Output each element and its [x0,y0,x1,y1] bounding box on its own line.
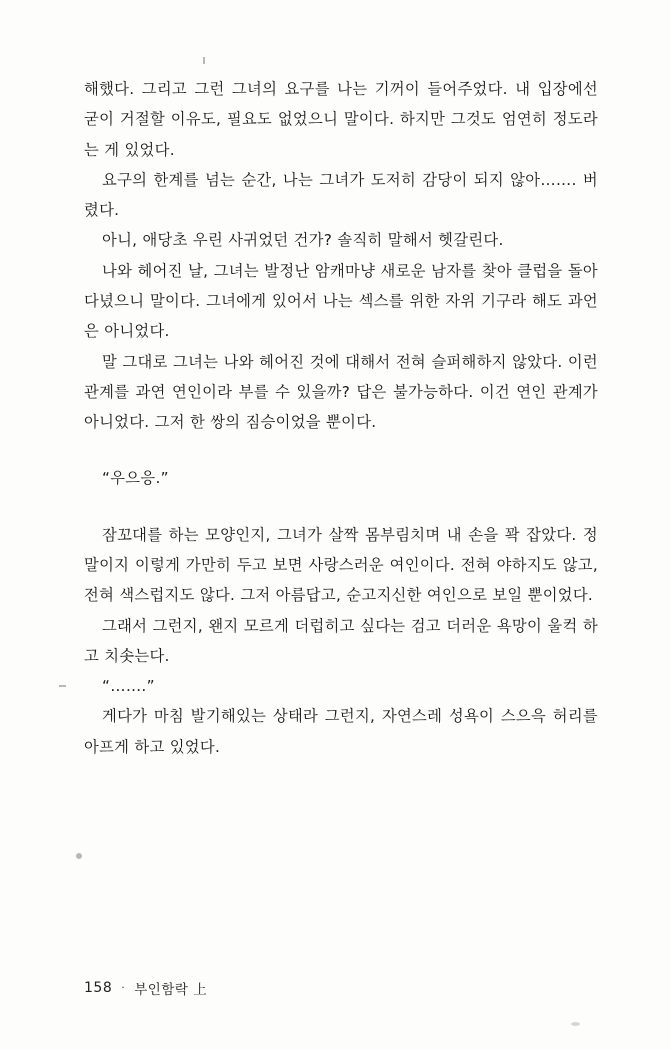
page-text-body [84,74,598,762]
footer-separator: · [121,980,126,994]
paragraph: 요구의 한계를 넘는 순간, 나는 그녀가 도저히 감당이 되지 않아……. 버렸다. [84,170,598,220]
dialogue-line: “…….” [102,677,155,696]
paragraph-spacer [84,494,598,520]
book-title: 부인함락 上 [134,982,208,998]
scan-mark-left-upper [59,685,66,687]
scan-mark-left-lower [76,853,82,859]
page-footer [84,978,207,998]
paragraph: 그래서 그런지, 왠지 모르게 더럽히고 싶다는 검고 더러운 욕망이 울컥 하고 치솟는다. [84,616,598,665]
paragraph: 아니, 애당초 우린 사귀었던 건가? 솔직히 말해서 헷갈린다. [102,231,504,250]
page-number: 158 [84,980,113,996]
paragraph: 나와 헤어진 날, 그녀는 발정난 암캐마냥 새로운 남자를 찾아 클럽을 돌아다녔으니 말이다. 그녀에게 있어서 나는 섹스를 위한 자위 기구라 해도 과언은 아니었다. [84,261,598,341]
paragraph: 말 그대로 그녀는 나와 헤어진 것에 대해서 전혀 슬퍼해하지 않았다. 이런 관계를 과연 연인이라 부를 수 있을까? 답은 불가능하다. 이건 연인 관계가 아니었다. 그저 한 쌍의 짐승이었을 뿐이다. [84,352,598,432]
scan-speck-bottom-right [571,1022,580,1026]
scan-mark-top [203,57,205,64]
dialogue-line: “우으응.” [102,469,169,488]
paragraph: 게다가 마침 발기해있는 상태라 그런지, 자연스레 성욕이 스으윽 허리를 아프게 하고 있었다. [84,707,598,756]
paragraph: 해했다. 그리고 그런 그녀의 요구를 나는 기꺼이 들어주었다. 내 입장에선 굳이 거절할 이유도, 필요도 없었으니 말이다. 하지만 그것도 엄연히 정도라는 게 있었다. [84,80,598,159]
paragraph: 잠꼬대를 하는 모양인지, 그녀가 살짝 몸부림치며 내 손을 꽉 잡았다. 정말이지 이렇게 가만히 두고 보면 사랑스러운 여인이다. 전혀 야하지도 않고, 전혀 색스럽지도 않다. 그저 아름답고, 순고지신한 여인으로 보일 뿐이었다. [84,525,598,605]
paragraph-spacer [84,437,598,463]
